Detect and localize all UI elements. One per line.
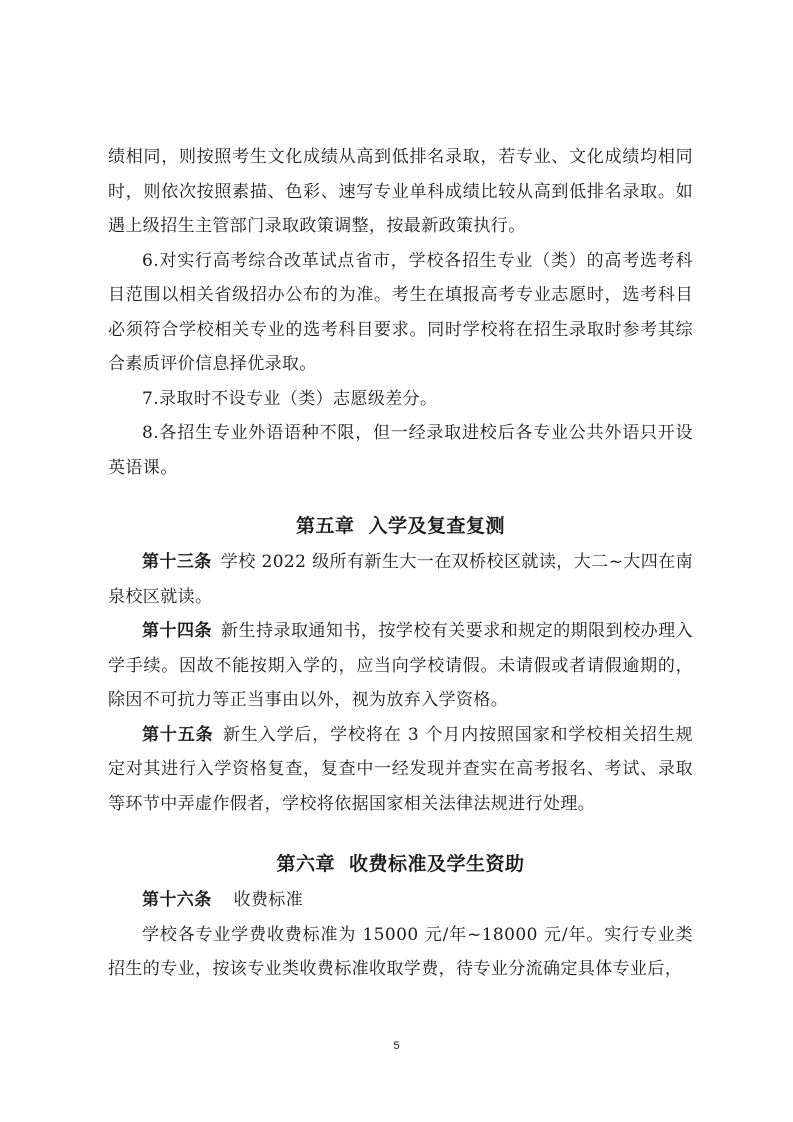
chapter-5-heading bbox=[108, 509, 693, 543]
article-16-text: 收费标准 bbox=[233, 890, 304, 910]
article-13-text: 学校 2022 级所有新生大一在双桥校区就读，大二~大四在南泉校区就读。 bbox=[108, 552, 693, 607]
article-16 bbox=[108, 883, 693, 918]
chapter-5-title: 入学及复查复测 bbox=[368, 515, 506, 537]
page-number: 5 bbox=[393, 1040, 400, 1052]
chapter-6-number: 第六章 bbox=[276, 853, 335, 875]
article-14-label: 第十四条 bbox=[142, 621, 212, 641]
article-14 bbox=[108, 614, 693, 718]
chapter-6-heading bbox=[108, 847, 693, 881]
article-15-text: 新生入学后，学校将在 3 个月内按照国家和学校相关招生规定对其进行入学资格复查，复查中一经发现并查实在高考报名、考试、录取等环节中弄虚作假者，学校将依据国家相关法律法规进行处理。 bbox=[108, 724, 693, 814]
paragraph-item-8: 8.各招生专业外语语种不限，但一经录取进校后各专业公共外语只开设英语课。 bbox=[108, 423, 693, 478]
page-content bbox=[108, 140, 693, 987]
article-15-label: 第十五条 bbox=[142, 724, 214, 745]
article-13 bbox=[108, 545, 693, 614]
paragraph-continued: 绩相同，则按照考生文化成绩从高到低排名录取，若专业、文化成绩均相同时，则依次按照素描、色彩、速写专业单科成绩比较从高到低排名录取。如遇上级招生主管部门录取政策调整，按最新政策执行。 bbox=[108, 147, 693, 236]
article-13-label: 第十三条 bbox=[142, 552, 212, 572]
article-16-label: 第十六条 bbox=[142, 890, 212, 910]
article-14-text: 新生持录取通知书，按学校有关要求和规定的期限到校办理入学手续。因故不能按期入学的，应当向学校请假。未请假或者请假逾期的，除因不可抗力等正当事由以外，视为放弃入学资格。 bbox=[108, 621, 693, 710]
fee-paragraph: 学校各专业学费收费标准为 15000 元/年~18000 元/年。实行专业类招生的专业，按该专业类收费标准收取学费，待专业分流确定具体专业后， bbox=[108, 924, 693, 979]
chapter-5-number: 第五章 bbox=[295, 515, 355, 537]
article-15 bbox=[108, 718, 693, 822]
chapter-6-title: 收费标准及学生资助 bbox=[349, 853, 525, 875]
paragraph-item-7: 7.录取时不设专业（类）志愿级差分。 bbox=[142, 388, 438, 409]
paragraph-item-6: 6.对实行高考综合改革试点省市，学校各招生专业（类）的高考选考科目范围以相关省级招办公布的为准。考生在填报高考专业志愿时，选考科目必须符合学校相关专业的选考科目要求。同时学校将在招生录取时参考其综合素质评价信息择优录取。 bbox=[108, 250, 693, 374]
